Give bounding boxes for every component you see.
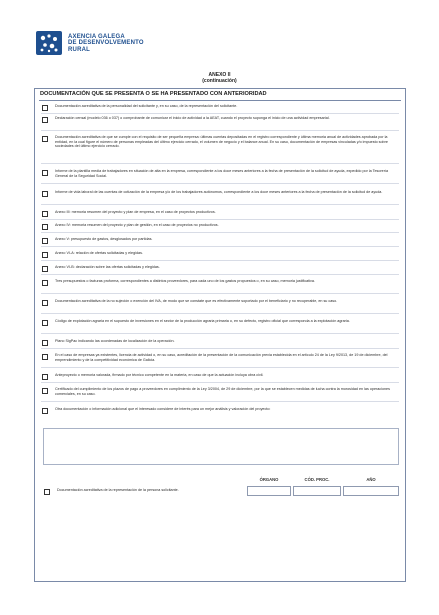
item-text: En el caso de empresas ya existentes, licencia de actividad o, en su caso, acreditación de la presentación de la comunicación previa establecida en el artículo 24 de la Ley 9/2013, de 19 de diciembre, del emprendimiento y de la competitividad económica de Galicia.	[55, 353, 388, 362]
checkbox[interactable]	[42, 191, 48, 197]
checkbox[interactable]	[42, 252, 48, 258]
checkbox[interactable]	[42, 340, 48, 346]
list-item	[41, 265, 399, 275]
item-text: Documentación acreditativa de la no sujeción o exención del IVA, de modo que se constate que es efectivamente soportado por el beneficiario y no recuperable, en su caso.	[55, 299, 338, 303]
list-item	[41, 104, 399, 114]
checkbox[interactable]	[42, 320, 48, 326]
list-item	[41, 279, 399, 294]
checkbox[interactable]	[44, 489, 50, 495]
documentation-section	[34, 88, 406, 582]
proc-code-field[interactable]	[293, 486, 341, 496]
checkbox[interactable]	[42, 170, 48, 176]
item-text: Anexo IV: memoria resumen del proyecto y plan de gestión, en el caso de proyectos no productivos.	[55, 223, 219, 227]
checkbox[interactable]	[42, 266, 48, 272]
column-header-proc-code: CÓD. PROC.	[304, 477, 330, 482]
item-text: Informe de vida laboral de las cuentas de cotización de la empresa y/o de los trabajadores autónomos, correspondiente a los doce meses anteriores a la fecha de presentación de la solicitud de ayuda.	[55, 190, 383, 194]
checkbox[interactable]	[42, 408, 48, 414]
item-text: Anexo VI-A: relación de ofertas solicitadas y elegidas.	[55, 251, 143, 255]
item-text: Informe de la plantilla media de trabajadores en situación de alta en la empresa, correspondiente a los doce meses anteriores a la fecha de presentación de la solicitud de ayuda, expedido por la Tesorería General de la Seguridad Social.	[55, 169, 389, 178]
item-text: Plano SigPac indicando las coordenadas de localización de la operación.	[55, 339, 175, 343]
item-text: Anexo VI-B: declaración sobre las ofertas solicitadas y elegidas.	[55, 265, 160, 269]
list-item	[41, 190, 399, 205]
checkbox[interactable]	[42, 300, 48, 306]
item-text: Anteproyecto o memoria valorada, firmado por técnico competente en la materia, en caso de que la actuación incluya obra civil.	[55, 373, 264, 377]
agency-name-line1: AXENCIA GALEGA	[68, 34, 125, 40]
checkbox[interactable]	[42, 280, 48, 286]
list-item	[41, 339, 399, 349]
item-text: Anexo V: presupuesto de gastos, desglosados por partidas.	[55, 237, 153, 241]
list-item	[41, 387, 399, 402]
checkbox[interactable]	[42, 388, 48, 394]
agency-name	[68, 34, 144, 53]
additional-info-textarea[interactable]	[43, 428, 399, 465]
list-item	[41, 169, 399, 184]
list-item	[41, 135, 399, 164]
list-item	[41, 319, 399, 334]
checkbox[interactable]	[42, 354, 48, 360]
year-field[interactable]	[343, 486, 399, 496]
checkbox[interactable]	[42, 105, 48, 111]
list-item	[41, 116, 399, 131]
item-text: Certificado del cumplimiento de los plazos de pago a proveedores en cumplimiento de la Ley 3/2004, de 29 de diciembre, por la que se establecen medidas de lucha contra la morosidad en las operaciones comerciales, en su caso.	[55, 387, 390, 396]
checkbox[interactable]	[42, 224, 48, 230]
column-header-organ: ÓRGANO	[259, 477, 279, 482]
list-item	[41, 299, 399, 314]
item-text: Documentación acreditativa de que se cumple con el requisito de ser pequeña empresa: últimas cuentas depositadas en el registro correspondiente y última memoria anual de actividades aprobada por la entidad, en la cual figure el número de personas empleadas del último ejercicio cerrado, el volumen de negocio y el balance anual. En su caso, documentación de empresas vinculadas y/o impuesto sobre sociedades del último ejercicio cerrado.	[55, 135, 388, 149]
checkbox[interactable]	[42, 117, 48, 123]
item-text: Declaración censal (modelo 036 o 037) o comprobante de comunicar el inicio de actividad a la AEAT, cuando el proyecto suponga el inicio de una actividad empresarial.	[55, 116, 330, 120]
item-text: Código de explotación agraria en el supuesto de inversiones en el sector de la producción agraria primaria o, en su defecto, registro oficial que corresponda a la explotación agraria.	[55, 319, 350, 323]
item-text: Documentación acreditativa de la personalidad del solicitante y, en su caso, de la representación del solicitante.	[55, 104, 238, 108]
list-item	[41, 237, 399, 247]
item-text: Anexo III: memoria resumen del proyecto y plan de empresa, en el caso de proyectos productivos.	[55, 210, 216, 214]
checkbox[interactable]	[42, 136, 48, 142]
item-text: Tres presupuestos o facturas proforma, correspondientes a distintos proveedores, para cada uno de los gastos propuestos o, en su caso, memoria justificativa.	[55, 279, 315, 283]
list-item	[41, 251, 399, 261]
organ-field[interactable]	[247, 486, 291, 496]
checkbox[interactable]	[42, 211, 48, 217]
agency-name-line3: RURAL	[68, 46, 90, 53]
list-item	[41, 353, 399, 368]
item-text: Documentación acreditativa de la representación de la persona solicitante.	[57, 488, 179, 492]
list-item	[41, 407, 399, 416]
list-item	[41, 210, 399, 220]
item-text: Otra documentación o información adicional que el interesado considere de interés para un mejor análisis y valoración del proyecto:	[55, 407, 271, 411]
list-item	[41, 223, 399, 233]
agency-name-line2: DE DESENVOLVEMENTO	[68, 40, 144, 47]
checkbox[interactable]	[42, 238, 48, 244]
column-header-year: AÑO	[366, 477, 376, 482]
divider	[39, 100, 401, 101]
checkbox[interactable]	[42, 374, 48, 380]
list-item	[41, 373, 399, 383]
annex-title: ANEXO II	[208, 72, 231, 78]
section-title: DOCUMENTACIÓN QUE SE PRESENTA O SE HA PRESENTADO CON ANTERIORIDAD	[40, 91, 267, 97]
annex-subtitle: (continuación)	[202, 78, 237, 84]
agency-logo	[36, 31, 62, 55]
